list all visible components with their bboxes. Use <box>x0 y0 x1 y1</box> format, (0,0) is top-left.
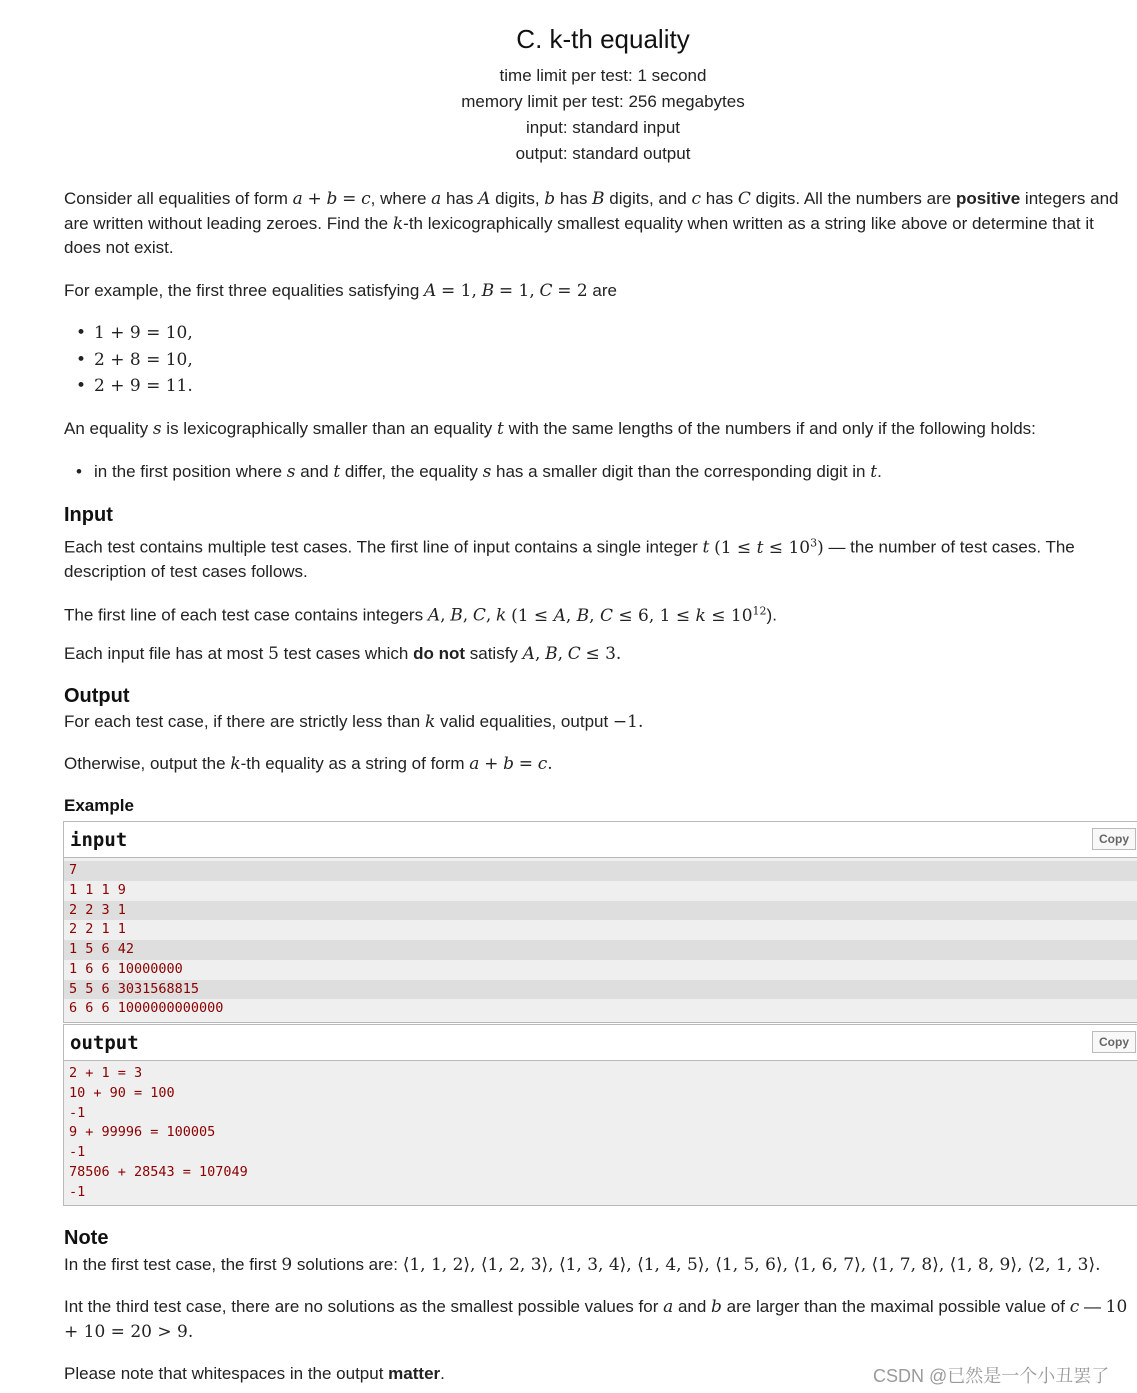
input-line: 5 5 6 3031568815 <box>64 980 1137 1000</box>
input-paragraph-2: The first line of each test case contains integers A, B, C, k (1 ≤ A, B, C ≤ 6, $1 \le k \le 10^{12}$). <box>64 604 777 626</box>
output-section-title: Output <box>64 685 130 707</box>
input-line: 6 6 6 1000000000000 <box>69 1000 224 1017</box>
sample-output-body <box>64 1061 1137 1205</box>
copy-output-button[interactable]: Copy <box>1092 1031 1136 1053</box>
list-item: • 2 + 8 = 10, <box>76 347 193 374</box>
output-line: -1 <box>69 1183 86 1200</box>
list-item: • in the first position where s and t differ, the equality s has a smaller digit than the corresponding digit in t. <box>76 459 882 486</box>
lex-rule-list <box>76 459 882 486</box>
legend-paragraph-3: An equality s is lexicographically smaller than an equality t with the same lengths of the numbers if and only if the following holds: <box>64 419 1036 439</box>
sample-output-header <box>64 1025 1137 1061</box>
output-line: 10 + 90 = 100 <box>69 1084 175 1101</box>
sample-input-box <box>63 821 1137 1023</box>
example-title: Example <box>64 796 134 815</box>
input-line: 1 6 6 10000000 <box>69 960 183 977</box>
sample-input-header <box>64 822 1137 858</box>
output-line: 9 + 99996 = 100005 <box>69 1124 216 1141</box>
output-spec: output: standard output <box>515 144 691 163</box>
input-spec: input: standard input <box>525 118 681 137</box>
example-equalities-list <box>76 320 193 400</box>
output-line: 78506 + 28543 = 107049 <box>69 1163 248 1180</box>
sample-output-label: output <box>70 1032 139 1054</box>
output-line: -1 <box>69 1144 86 1160</box>
problem-header <box>0 24 1137 167</box>
input-line: 1 1 1 9 <box>69 881 126 898</box>
list-item: • 1 + 9 = 10, <box>76 320 193 347</box>
input-line: 1 5 6 42 <box>64 940 1137 960</box>
list-item: • 2 + 9 = 11. <box>76 373 193 400</box>
legend-paragraph-2: For example, the first three equalities satisfying A = 1, B = 1, C = 2 are <box>64 281 617 301</box>
legend-paragraph-1: Consider all equalities of form a + b = c, where a has A digits, b has B digits, and c has C digits. All the numbers are positive integers and are written without leading zeroes. Find the k-th lexicographically smallest equality when written as a string like above or determine that it does not exist. <box>64 189 1119 257</box>
sample-input-body <box>64 858 1137 1022</box>
output-paragraph-2: Otherwise, output the k-th equality as a string of form a + b = c. <box>64 754 553 774</box>
time-limit: time limit per test: 1 second <box>499 66 707 85</box>
note-section-title: Note <box>64 1227 109 1249</box>
output-paragraph-1: For each test case, if there are strictly less than k valid equalities, output −1. <box>64 712 644 732</box>
output-line: 2 + 1 = 3 <box>69 1065 143 1081</box>
output-line: -1 <box>69 1104 86 1121</box>
problem-title: C. k-th equality <box>516 24 690 54</box>
memory-limit: memory limit per test: 256 megabytes <box>461 92 745 111</box>
input-line: 7 <box>64 861 1137 881</box>
input-section-title: Input <box>64 504 113 526</box>
note-paragraph-2: Int the third test case, there are no solutions as the smallest possible values for a and b are larger than the maximal possible value of c — 10 + 10 = 20 > 9. <box>64 1297 1128 1342</box>
input-line: 2 2 1 1 <box>69 921 126 938</box>
note-paragraph-3: Please note that whitespaces in the output matter. <box>64 1364 445 1383</box>
copy-input-button[interactable]: Copy <box>1092 828 1136 850</box>
input-paragraph-1: Each test contains multiple test cases. The first line of input contains a single integer t $(1 \le t \le 10^3)$ — the number of test cases. The description of test cases follows. <box>64 536 1075 582</box>
input-paragraph-3: Each input file has at most 5 test cases which do not satisfy A, B, C ≤ 3. <box>64 644 622 664</box>
input-line: 2 2 3 1 <box>64 901 1137 921</box>
sample-input-label: input <box>70 829 128 851</box>
sample-output-box <box>63 1024 1137 1206</box>
csdn-watermark: CSDN @已然是一个小丑罢了 <box>873 1366 1110 1386</box>
note-paragraph-1: In the first test case, the first 9 solutions are: ⟨1, 1, 2⟩, ⟨1, 2, 3⟩, ⟨1, 3, 4⟩, ⟨1, 4, 5⟩, ⟨1, 5, 6⟩, ⟨1, 6, 7⟩, ⟨1, 7, 8⟩, ⟨1, 8, 9⟩, ⟨2, 1, 3⟩. <box>64 1255 1101 1275</box>
